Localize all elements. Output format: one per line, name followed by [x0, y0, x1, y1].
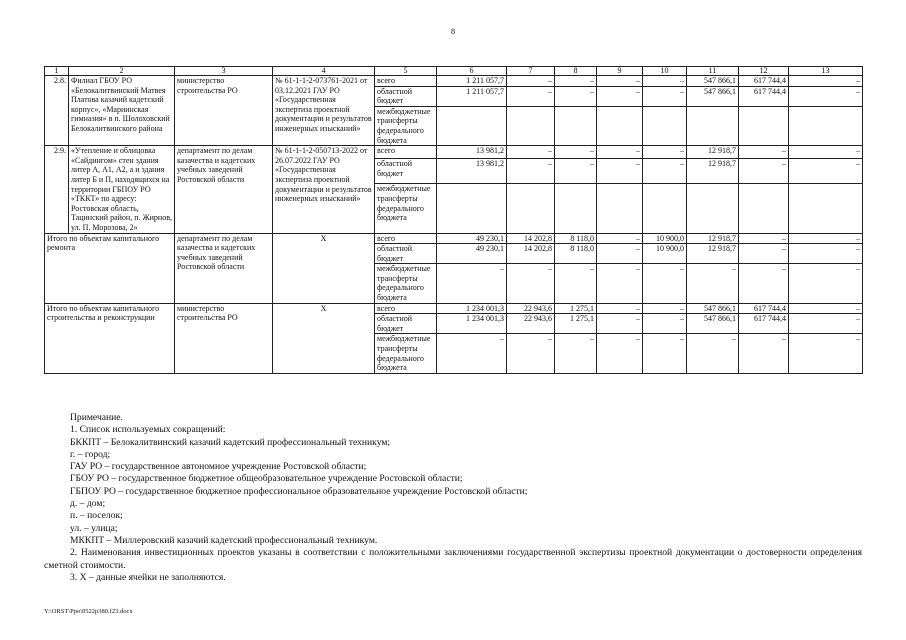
note-line: БККПТ – Белокалитвинский казачий кадетский профессиональный техникум; — [70, 436, 391, 448]
value-cell: 547 866,1 — [687, 303, 739, 314]
column-number: 13 — [789, 67, 863, 76]
column-number: 1 — [45, 67, 69, 76]
value-cell: – — [739, 146, 789, 159]
value-cell — [789, 184, 863, 233]
value-cell: 617 744,4 — [739, 76, 789, 87]
column-number: 8 — [555, 67, 597, 76]
value-cell — [507, 184, 555, 233]
column-number: 2 — [69, 67, 175, 76]
row-number: 2.8. — [45, 76, 69, 146]
value-cell: – — [555, 146, 597, 159]
value-cell: – — [555, 86, 597, 106]
value-cell: 10 900,0 — [643, 244, 687, 264]
funding-source: межбюджетные трансферты федерального бюджета — [375, 334, 437, 373]
column-number: 5 — [375, 67, 437, 76]
funding-source: межбюджетные трансферты федерального бюджета — [375, 264, 437, 303]
value-cell: – — [597, 86, 643, 106]
object-name: Филиал ГБОУ РО «Белокалитвинский Матвея Платова казачий кадетский корпус», «Мариинская гимназия» в п. Шолоховский Белокалитвинского района — [69, 76, 175, 146]
value-cell: 22 943,6 — [507, 303, 555, 314]
value-cell — [739, 184, 789, 233]
value-cell: – — [643, 264, 687, 303]
value-cell: – — [789, 159, 863, 184]
table-header — [45, 67, 863, 76]
value-cell: 8 118,0 — [555, 244, 597, 264]
funding-source: областной бюджет — [375, 314, 437, 334]
value-cell: – — [555, 159, 597, 184]
value-cell: – — [789, 244, 863, 264]
funding-source: областной бюджет — [375, 86, 437, 106]
value-cell — [687, 184, 739, 233]
note-line: МККПТ – Миллеровский казачий кадетский профессиональный техникум. — [70, 534, 378, 546]
value-cell: – — [789, 233, 863, 244]
value-cell: 547 866,1 — [687, 76, 739, 87]
column-number: 3 — [175, 67, 273, 76]
note-line: 2. Наименования инвестиционных проектов указаны в соответствии с положительными заключениями государственной экспертизы проектной документации о достоверности определения сметной стоимости. — [44, 547, 862, 571]
value-cell: – — [739, 244, 789, 264]
note-line: 1. Список используемых сокращений: — [70, 424, 226, 436]
value-cell: – — [507, 334, 555, 373]
responsible-body: министерство строительства РО — [175, 76, 273, 146]
value-cell: – — [507, 146, 555, 159]
value-cell: 22 943,6 — [507, 314, 555, 334]
funding-source: областной бюджет — [375, 159, 437, 184]
value-cell: – — [507, 159, 555, 184]
value-cell: 8 118,0 — [555, 233, 597, 244]
value-cell: – — [507, 86, 555, 106]
value-cell — [597, 184, 643, 233]
column-number: 10 — [643, 67, 687, 76]
value-cell — [643, 184, 687, 233]
value-cell: – — [555, 76, 597, 87]
value-cell: – — [687, 334, 739, 373]
table-row — [45, 76, 863, 87]
value-cell: 617 744,4 — [739, 314, 789, 334]
funding-source: областной бюджет — [375, 244, 437, 264]
notes-section — [44, 412, 862, 584]
expertise-conclusion: Х — [273, 303, 375, 373]
value-cell: – — [597, 146, 643, 159]
value-cell: – — [789, 314, 863, 334]
value-cell: – — [597, 303, 643, 314]
column-number: 12 — [739, 67, 789, 76]
value-cell: 1 275,1 — [555, 314, 597, 334]
value-cell: 49 230,1 — [437, 233, 507, 244]
value-cell: 1 211 057,7 — [437, 76, 507, 87]
funding-source: межбюджетные трансферты федерального бюджета — [375, 106, 437, 145]
value-cell — [789, 106, 863, 145]
total-label: Итого по объектам капитального строительства и реконструкции — [45, 303, 175, 373]
value-cell: – — [643, 146, 687, 159]
value-cell: – — [789, 334, 863, 373]
table-row — [45, 146, 863, 159]
value-cell: – — [643, 159, 687, 184]
value-cell: – — [643, 86, 687, 106]
value-cell: – — [643, 314, 687, 334]
page-number: 8 — [451, 27, 455, 36]
value-cell: 12 918,7 — [687, 146, 739, 159]
expertise-conclusion: Х — [273, 233, 375, 303]
row-number: 2.9. — [45, 146, 69, 233]
value-cell: – — [597, 159, 643, 184]
note-line: ул. – улица; — [70, 522, 118, 534]
value-cell: – — [739, 334, 789, 373]
note-line: ГБОУ РО – государственное бюджетное общеобразовательное учреждение Ростовской области; — [70, 473, 463, 485]
value-cell: – — [597, 264, 643, 303]
value-cell: 1 234 001,3 — [437, 303, 507, 314]
column-number-row — [45, 67, 863, 76]
value-cell: – — [507, 76, 555, 87]
value-cell: 14 202,8 — [507, 233, 555, 244]
value-cell — [643, 106, 687, 145]
funding-source: всего — [375, 146, 437, 159]
value-cell: 12 918,7 — [687, 159, 739, 184]
funding-source: всего — [375, 303, 437, 314]
value-cell — [555, 106, 597, 145]
value-cell: – — [789, 76, 863, 87]
funding-source: всего — [375, 233, 437, 244]
value-cell: 1 234 001,3 — [437, 314, 507, 334]
value-cell — [437, 184, 507, 233]
value-cell: – — [597, 233, 643, 244]
total-label: Итого по объектам капитального ремонта — [45, 233, 175, 303]
note-line: ГАУ РО – государственное автономное учреждение Ростовской области; — [70, 461, 367, 473]
value-cell: – — [789, 303, 863, 314]
value-cell: 617 744,4 — [739, 86, 789, 106]
column-number: 9 — [597, 67, 643, 76]
value-cell: – — [687, 264, 739, 303]
value-cell: 12 918,7 — [687, 233, 739, 244]
total-row — [45, 303, 863, 314]
funding-source: всего — [375, 76, 437, 87]
column-number: 4 — [273, 67, 375, 76]
value-cell: 10 900,0 — [643, 233, 687, 244]
object-name: «Утепление и облицовка «Сайдингом» стен здания литер А, А1, А2, а и здания литер Б и П, находящихся на территории ГБПОУ РО «ТККТ» по адресу: Ростовская область, Тацинский район, п. Жирнов, ул. П. Морозова, 2» — [69, 146, 175, 233]
value-cell: 13 981,2 — [437, 159, 507, 184]
value-cell: – — [437, 334, 507, 373]
note-line: д. – дом; — [70, 498, 106, 510]
value-cell: – — [643, 334, 687, 373]
value-cell: 617 744,4 — [739, 303, 789, 314]
table-body — [45, 76, 863, 374]
value-cell: – — [597, 76, 643, 87]
note-line: г. – город; — [70, 448, 111, 460]
value-cell: – — [643, 303, 687, 314]
value-cell: 1 275,1 — [555, 303, 597, 314]
expertise-conclusion: № 61-1-1-2-073761-2021 от 03.12.2021 ГАУ РО «Государственная экспертиза проектной документации и результатов инженерных изысканий» — [273, 76, 375, 146]
value-cell: – — [643, 76, 687, 87]
total-row — [45, 233, 863, 244]
note-line: п. – поселок; — [70, 510, 123, 522]
value-cell: – — [789, 86, 863, 106]
value-cell — [507, 106, 555, 145]
note-line: ГБПОУ РО – государственное бюджетное профессиональное образовательное учреждение Ростовской области; — [70, 485, 528, 497]
value-cell: – — [597, 244, 643, 264]
value-cell: – — [789, 146, 863, 159]
value-cell: 1 211 057,7 — [437, 86, 507, 106]
value-cell: 547 866,1 — [687, 314, 739, 334]
value-cell: 13 981,2 — [437, 146, 507, 159]
note-line: 3. Х – данные ячейки не заполняются. — [70, 571, 226, 583]
note-heading: Примечание. — [70, 412, 123, 423]
value-cell: – — [555, 334, 597, 373]
value-cell: 547 866,1 — [687, 86, 739, 106]
file-path-footer: Y:\ORST\Ppo\0522p380.f23.docx — [44, 608, 133, 615]
value-cell: – — [789, 264, 863, 303]
value-cell: – — [739, 159, 789, 184]
value-cell — [437, 106, 507, 145]
funding-source: межбюджетные трансферты федерального бюджета — [375, 184, 437, 233]
value-cell: – — [555, 264, 597, 303]
value-cell: – — [739, 233, 789, 244]
value-cell: – — [597, 334, 643, 373]
responsible-body: департамент по делам казачества и кадетских учебных заведений Ростовской области — [175, 146, 273, 233]
value-cell: 12 918,7 — [687, 244, 739, 264]
value-cell: – — [437, 264, 507, 303]
value-cell — [687, 106, 739, 145]
value-cell: – — [507, 264, 555, 303]
responsible-body: департамент по делам казачества и кадетских учебных заведений Ростовской области — [175, 233, 273, 303]
responsible-body: министерство строительства РО — [175, 303, 273, 373]
value-cell: 49 230,1 — [437, 244, 507, 264]
expertise-conclusion: № 61-1-1-2-050713-2022 от 26.07.2022 ГАУ РО «Государственная экспертиза проектной документации и результатов инженерных изысканий» — [273, 146, 375, 233]
column-number: 6 — [437, 67, 507, 76]
value-cell: – — [597, 314, 643, 334]
value-cell — [597, 106, 643, 145]
value-cell — [739, 106, 789, 145]
column-number: 11 — [687, 67, 739, 76]
value-cell: 14 202,8 — [507, 244, 555, 264]
value-cell — [555, 184, 597, 233]
investment-table — [44, 66, 863, 374]
column-number: 7 — [507, 67, 555, 76]
value-cell: – — [739, 264, 789, 303]
